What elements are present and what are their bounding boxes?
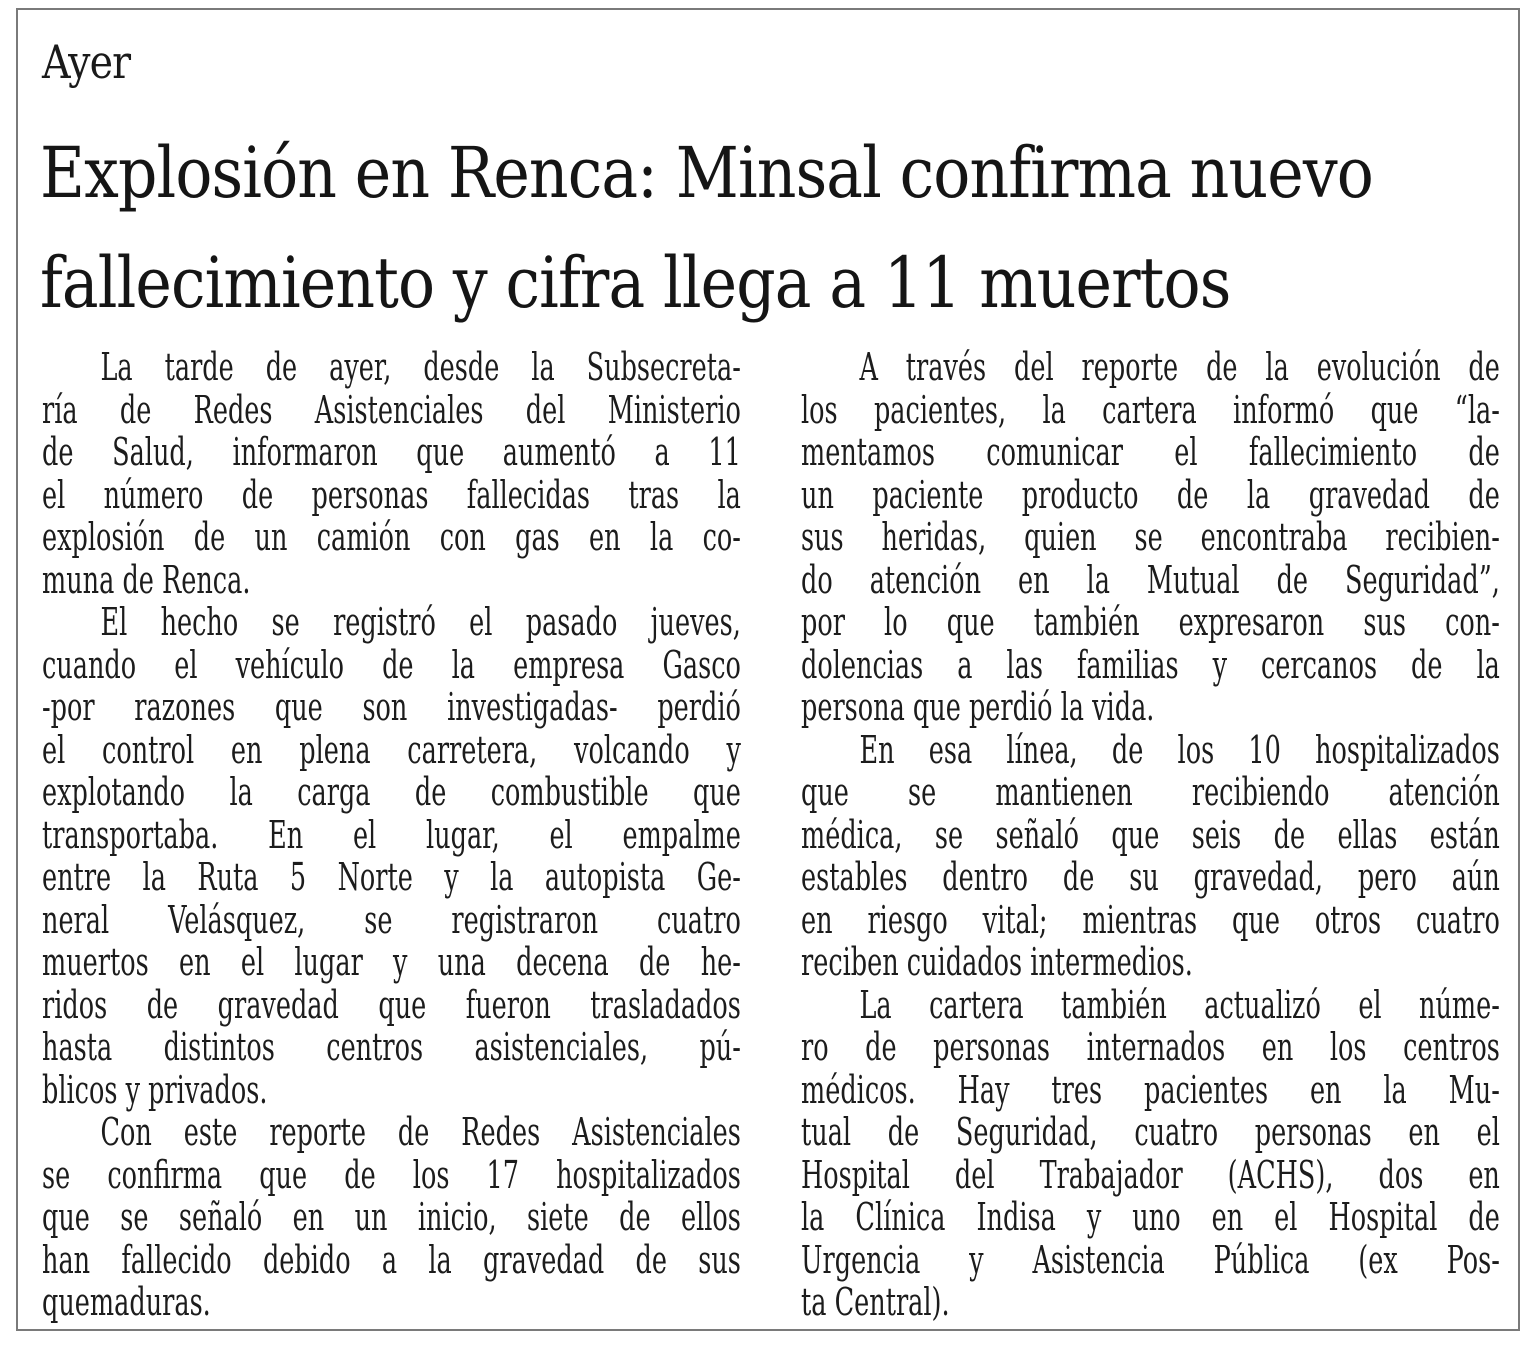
text-line: se confirma que de los 17 hospitalizados	[42, 1152, 741, 1197]
text-line: los pacientes, la cartera informó que “la-	[801, 387, 1500, 432]
text-line: que se señaló en un inicio, siete de ellos	[42, 1195, 741, 1239]
text-line: por lo que también expresaron sus con-	[801, 600, 1500, 644]
text-line: que se mantienen recibiendo atención	[801, 770, 1500, 814]
text-line: dolencias a las familias y cercanos de la	[801, 642, 1500, 687]
text-line: tual de Seguridad, cuatro personas en el	[801, 1110, 1500, 1154]
text-line: blicos y privados.	[42, 1067, 268, 1112]
text-line: Hospital del Trabajador (ACHS), dos en	[801, 1152, 1500, 1197]
text-line: La cartera también actualizó el núme-	[859, 982, 1500, 1027]
text-line: ro de personas internados en los centros	[801, 1025, 1500, 1069]
article-kicker: Ayer	[42, 35, 131, 89]
text-line: En esa línea, de los 10 hospitalizados	[859, 727, 1500, 772]
text-line: muna de Renca.	[42, 557, 251, 602]
text-line: muertos en el lugar y una decena de he-	[42, 940, 741, 984]
text-line: La tarde de ayer, desde la Subsecreta-	[100, 345, 741, 389]
text-line: explosión de un camión con gas en la co-	[42, 515, 741, 559]
text-line: hasta distintos centros asistenciales, pú-	[42, 1025, 741, 1069]
text-line: do atención en la Mutual de Seguridad”,	[801, 557, 1500, 602]
text-line: neral Velásquez, se registraron cuatro	[42, 897, 741, 942]
news-clipping	[16, 8, 1520, 1331]
text-line: Con este reporte de Redes Asistenciales	[100, 1110, 741, 1154]
text-line: A través del reporte de la evolución de	[859, 345, 1500, 389]
text-line: el control en plena carretera, volcando y	[42, 727, 741, 772]
text-line: entre la Ruta 5 Norte y la autopista Ge-	[42, 855, 741, 899]
text-line: ridos de gravedad que fueron trasladados	[42, 982, 741, 1027]
text-line: en riesgo vital; mientras que otros cuatro	[801, 897, 1500, 942]
article-headline	[40, 118, 1466, 338]
text-line: quemaduras.	[42, 1280, 211, 1324]
text-line: persona que perdió la vida.	[801, 685, 1155, 729]
article-column-right	[801, 346, 1536, 1324]
headline-line: fallecimiento y cifra llega a 11 muertos	[40, 242, 1231, 324]
text-line: ría de Redes Asistenciales del Ministerio	[42, 387, 741, 432]
text-line: de Salud, informaron que aumentó a 11	[42, 430, 741, 474]
text-line: un paciente producto de la gravedad de	[801, 472, 1500, 517]
text-line: -por razones que son investigadas- perdió	[42, 685, 741, 729]
text-line: El hecho se registró el pasado jueves,	[100, 600, 741, 644]
text-line: explotando la carga de combustible que	[42, 770, 741, 814]
text-line: médica, se señaló que seis de ellas están	[801, 812, 1500, 857]
text-line: estables dentro de su gravedad, pero aún	[801, 855, 1500, 899]
text-line: la Clínica Indisa y uno en el Hospital de	[801, 1195, 1500, 1239]
text-line: ta Central).	[801, 1280, 950, 1324]
text-line: Urgencia y Asistencia Pública (ex Pos-	[801, 1237, 1500, 1282]
text-line: reciben cuidados intermedios.	[801, 940, 1193, 984]
headline-line: Explosión en Renca: Minsal confirma nuevo	[40, 132, 1373, 214]
text-line: el número de personas fallecidas tras la	[42, 472, 741, 517]
text-line: transportaba. En el lugar, el empalme	[42, 812, 741, 857]
text-line: sus heridas, quien se encontraba recibien-	[801, 515, 1500, 559]
text-line: han fallecido debido a la gravedad de sus	[42, 1237, 741, 1282]
text-line: mentamos comunicar el fallecimiento de	[801, 430, 1500, 474]
text-line: cuando el vehículo de la empresa Gasco	[42, 642, 741, 687]
text-line: médicos. Hay tres pacientes en la Mu-	[801, 1067, 1500, 1112]
